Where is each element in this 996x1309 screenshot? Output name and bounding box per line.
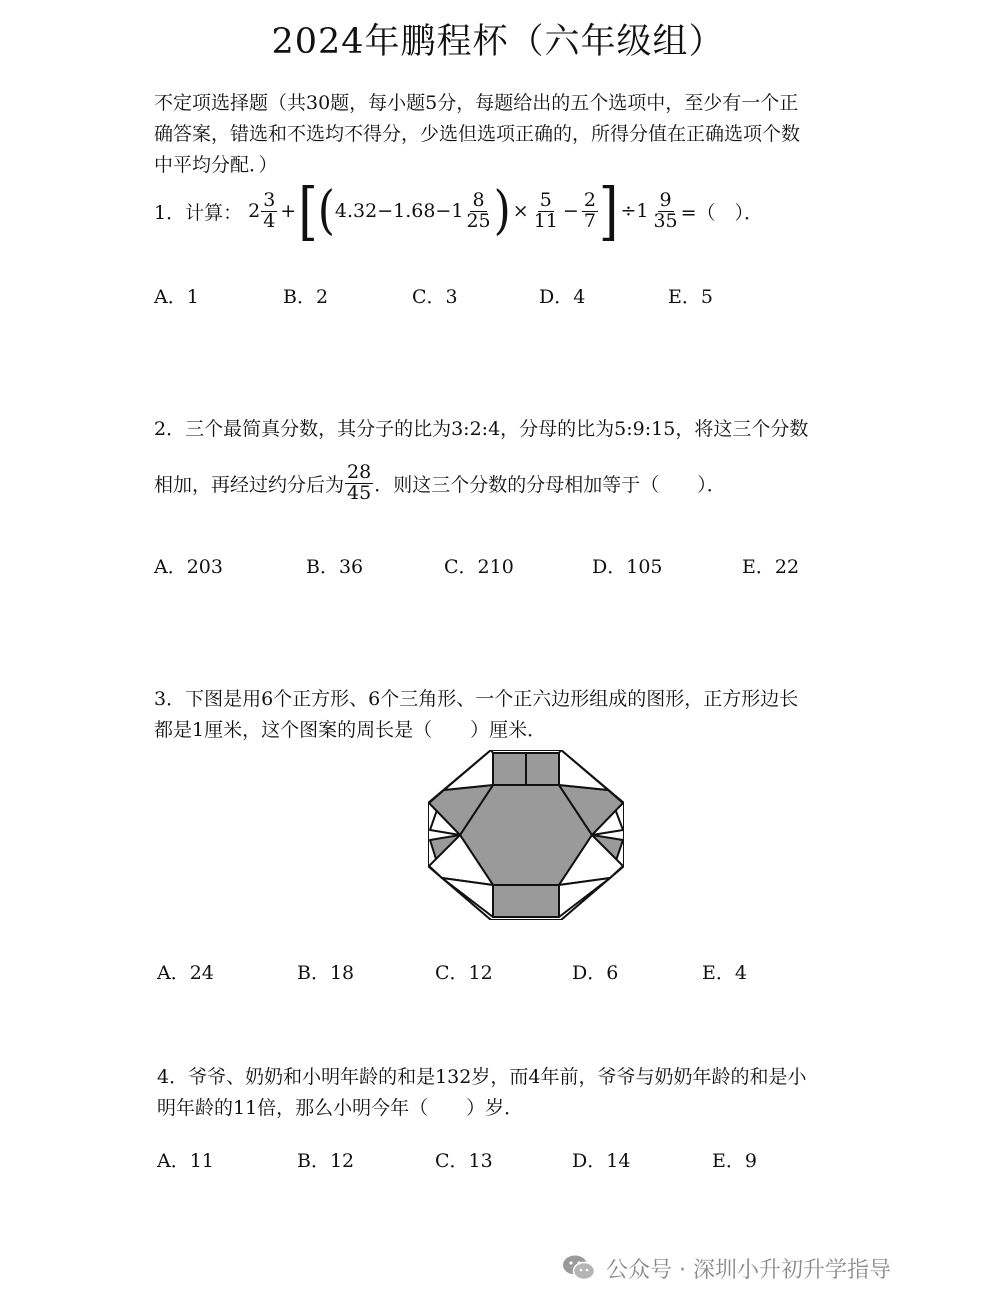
option-d: D．4 bbox=[539, 286, 586, 308]
option-e: E．9 bbox=[712, 1150, 757, 1172]
instructions-line: 中平均分配．） bbox=[154, 154, 278, 176]
fraction-denominator: 45 bbox=[347, 481, 372, 504]
option-d: D．105 bbox=[592, 556, 663, 578]
option-d: D．14 bbox=[572, 1150, 631, 1172]
q4-line: 明年龄的11倍，那么小明今年（ ）岁． bbox=[157, 1097, 524, 1119]
q1-operator: − bbox=[562, 200, 579, 222]
q3-text bbox=[154, 684, 874, 746]
option-d: D．6 bbox=[572, 962, 619, 984]
fraction-numerator: 28 bbox=[347, 460, 372, 483]
q1-fraction bbox=[582, 188, 598, 232]
q2-line: 2．三个最简真分数，其分子的比为3:2:4，分母的比为5:9:15，将这三个分数 bbox=[154, 418, 809, 440]
square-bottom bbox=[493, 885, 559, 917]
hexagon-figure bbox=[428, 750, 624, 920]
fraction-numerator: 2 bbox=[583, 188, 596, 211]
fraction-numerator: 3 bbox=[263, 188, 276, 211]
q1-bracket: [ bbox=[298, 174, 318, 248]
q1-term: 4.32−1.68−1 bbox=[334, 200, 464, 222]
q1-paren: ) bbox=[493, 179, 511, 241]
fraction-numerator: 8 bbox=[472, 188, 485, 211]
option-c: C．12 bbox=[435, 962, 493, 984]
triangle bbox=[442, 878, 493, 917]
triangle bbox=[444, 750, 493, 790]
q2-text: 相加，再经过约分后为 bbox=[154, 473, 345, 496]
fraction-denominator: 25 bbox=[466, 209, 491, 232]
option-a: A．11 bbox=[157, 1150, 214, 1172]
footer-watermark bbox=[562, 1250, 891, 1286]
fraction-numerator: 9 bbox=[659, 188, 672, 211]
q4-text bbox=[157, 1062, 877, 1124]
q1-paren: ( bbox=[317, 179, 335, 241]
square-top bbox=[493, 753, 526, 785]
fraction-denominator: 11 bbox=[533, 209, 558, 232]
option-e: E．22 bbox=[742, 556, 800, 578]
q1-answer-blank: =（ ）． bbox=[680, 201, 764, 224]
q1-operator: ÷1 bbox=[620, 200, 649, 222]
option-c: C．210 bbox=[444, 556, 514, 578]
q1-fraction bbox=[651, 188, 679, 232]
q2-text: ．则这三个分数的分母相加等于（ ）． bbox=[374, 473, 726, 496]
option-e: E．4 bbox=[702, 962, 747, 984]
q1-prefix: 1．计算： bbox=[154, 201, 243, 224]
option-b: B．12 bbox=[297, 1150, 355, 1172]
q3-line: 3．下图是用6个正方形、6个三角形、一个正六边形组成的图形，正方形边长 bbox=[154, 688, 799, 710]
option-c: C．13 bbox=[435, 1150, 493, 1172]
wechat-icon bbox=[562, 1254, 596, 1282]
option-e: E．5 bbox=[668, 286, 713, 308]
triangle bbox=[559, 878, 610, 917]
option-a: A．203 bbox=[154, 556, 223, 578]
square-top bbox=[526, 753, 559, 785]
fraction-numerator: 5 bbox=[539, 188, 552, 211]
option-b: B．36 bbox=[306, 556, 364, 578]
fraction-denominator: 4 bbox=[263, 209, 276, 232]
q1-term: 2 bbox=[248, 200, 261, 222]
option-a: A．24 bbox=[157, 962, 214, 984]
fraction-denominator: 7 bbox=[583, 209, 596, 232]
q2-line bbox=[154, 458, 726, 508]
q1-bracket: ] bbox=[598, 174, 619, 248]
option-b: B．2 bbox=[283, 286, 329, 308]
option-b: B．18 bbox=[297, 962, 355, 984]
option-a: A．1 bbox=[154, 286, 199, 308]
footer-text: 公众号 · 深圳小升初升学指导 bbox=[606, 1257, 891, 1283]
q1-expression bbox=[154, 174, 764, 248]
triangle bbox=[559, 750, 608, 790]
fraction-denominator: 35 bbox=[653, 209, 678, 232]
instructions-line: 确答案，错选和不选均不得分，少选但选项正确的，所得分值在正确选项个数 bbox=[154, 123, 801, 145]
q1-fraction bbox=[532, 188, 560, 232]
q1-fraction bbox=[464, 188, 492, 232]
q1-fraction bbox=[261, 188, 277, 232]
q2-fraction bbox=[345, 460, 373, 504]
instructions-line: 不定项选择题（共30题，每小题5分，每题给出的五个选项中，至少有一个正 bbox=[154, 92, 799, 114]
page-title: 2024年鹏程杯（六年级组） bbox=[271, 22, 725, 62]
option-c: C．3 bbox=[412, 286, 458, 308]
q4-line: 4．爷爷、奶奶和小明年龄的和是132岁，而4年前，爷爷与奶奶年龄的和是小 bbox=[157, 1066, 807, 1088]
q1-operator: + bbox=[280, 200, 297, 222]
q1-operator: × bbox=[512, 200, 529, 222]
instructions bbox=[154, 88, 874, 181]
q3-line: 都是1厘米，这个图案的周长是（ ）厘米． bbox=[154, 719, 547, 741]
